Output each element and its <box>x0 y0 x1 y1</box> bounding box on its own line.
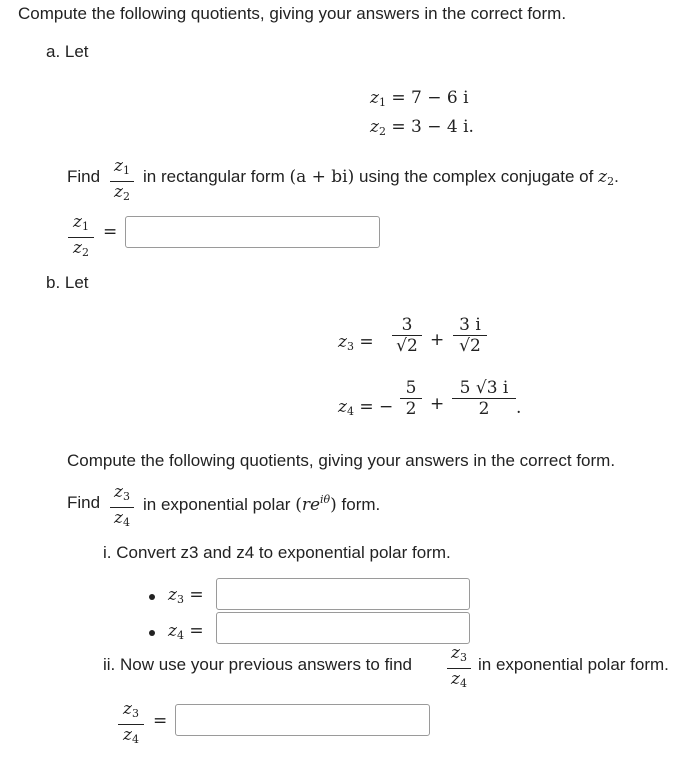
quotient-input[interactable] <box>175 704 430 736</box>
z3-lhs: $z_3$ = <box>338 332 374 353</box>
plus-sign: + <box>430 330 445 350</box>
prompt-b-text: Compute the following quotients, giving your answers in the correct form. <box>67 451 616 470</box>
prompt-text: Compute the following quotients, giving your answers in the correct form. <box>18 4 567 23</box>
fraction-z3-over-z4-step2: $z_3$ $z_4$ <box>447 643 471 694</box>
answer-a-input[interactable] <box>125 216 380 248</box>
answer-a-fraction: $z_1$ $z_2$ <box>68 212 94 263</box>
step-1-text: i. Convert z3 and z4 to exponential polar form. <box>103 543 451 562</box>
answer-b-fraction: $z_3$ $z_4$ <box>118 699 144 750</box>
equals-sign: = <box>103 222 118 242</box>
equals-sign: = <box>153 711 168 731</box>
z3-fraction-2: 3 i √2 <box>453 315 487 356</box>
z3-fraction-1: 3 √2 <box>392 315 422 356</box>
period: . <box>516 398 522 418</box>
z3-label: $z_3$ = <box>168 585 204 606</box>
z4-fraction-1: 5 2 <box>400 378 422 419</box>
step-2-post-text: in exponential polar form. <box>478 655 669 674</box>
find-word-a: Find <box>67 167 101 186</box>
z4-polar-input[interactable] <box>216 612 470 644</box>
fraction-z3-over-z4: $z_3$ $z_4$ <box>110 482 134 533</box>
find-text-a: in rectangular form (a + bi) using the complex conjugate of $z_2$. <box>143 167 619 188</box>
z3-polar-input[interactable] <box>216 578 470 610</box>
find-word-b: Find <box>67 493 101 512</box>
z4-fraction-2: 5 √3 i 2 <box>452 378 516 419</box>
z4-label: $z_4$ = <box>168 621 204 642</box>
z1-definition: $z_1 = 7 - 6$ i <box>370 88 469 109</box>
part-b-label: b. Let <box>46 273 89 292</box>
find-text-b: in exponential polar $(re^{i\theta})$ form. <box>143 493 381 515</box>
part-a-label: a. Let <box>46 42 89 61</box>
plus-sign: + <box>430 394 445 414</box>
bullet <box>149 630 155 636</box>
step-2-text: ii. Now use your previous answers to find <box>103 655 412 674</box>
z4-lhs: $z_4$ = − <box>338 397 394 418</box>
fraction-z1-over-z2: $z_1$ $z_2$ <box>110 156 134 207</box>
z2-definition: $z_2 = 3 - 4$ i. <box>370 117 474 138</box>
bullet <box>149 594 155 600</box>
